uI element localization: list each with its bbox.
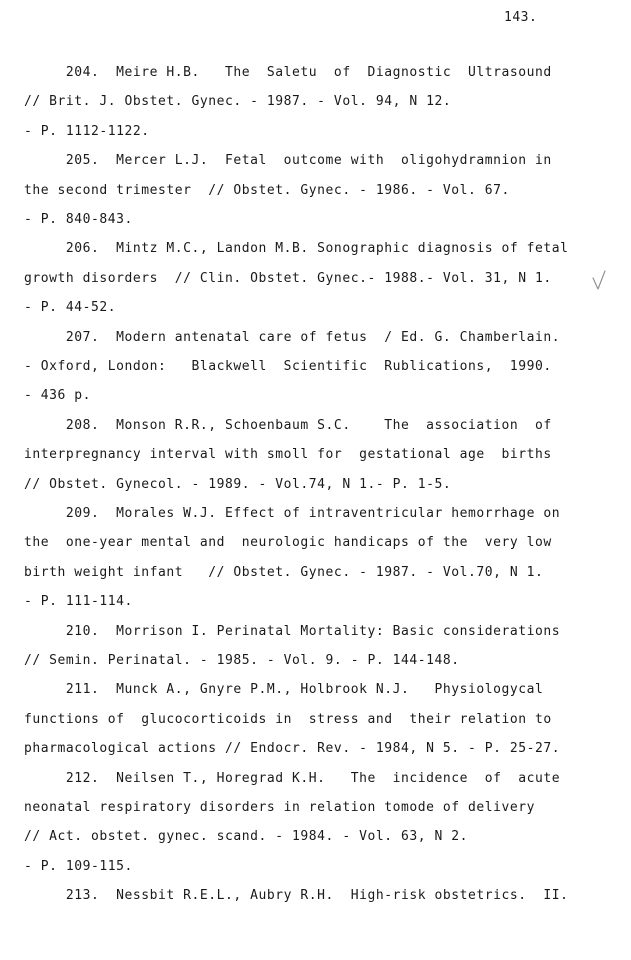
reference-line: neonatal respiratory disorders in relation tomode of delivery <box>24 800 535 815</box>
reference-line: pharmacological actions // Endocr. Rev. - 1984, N 5. - P. 25-27. <box>24 741 561 757</box>
reference-line: 210. Morrison I. Perinatal Mortality: Basic considerations <box>24 623 561 639</box>
reference-line: // Semin. Perinatal. - 1985. - Vol. 9. - P. 144-148. <box>24 653 460 668</box>
reference-line: // Brit. J. Obstet. Gynec. - 1987. - Vol. 94, N 12. <box>24 94 452 110</box>
reference-line: 211. Munck A., Gnyre P.M., Holbrook N.J. Physiologycal <box>24 682 544 698</box>
reference-line: 208. Monson R.R., Schoenbaum S.C. The association of <box>24 417 552 433</box>
handwritten-check-mark-icon <box>592 270 606 292</box>
reference-line: 209. Morales W.J. Effect of intraventricular hemorrhage on <box>24 506 561 521</box>
reference-line: interpregnancy interval with smoll for gestational age births <box>24 447 552 463</box>
reference-line: 206. Mintz M.C., Landon M.B. Sonographic diagnosis of fetal <box>24 241 569 257</box>
reference-line: // Act. obstet. gynec. scand. - 1984. - Vol. 63, N 2. <box>24 829 468 845</box>
reference-line: 207. Modern antenatal care of fetus / Ed. G. Chamberlain. <box>24 329 561 345</box>
reference-line: functions of glucocorticoids in stress and their relation to <box>24 711 552 727</box>
reference-line: - P. 44-52. <box>24 300 117 316</box>
reference-line: - P. 111-114. <box>24 594 133 610</box>
reference-line: - P. 109-115. <box>24 858 133 874</box>
reference-line: 213. Nessbit R.E.L., Aubry R.H. High-risk obstetrics. II. <box>24 888 569 904</box>
reference-line: the second trimester // Obstet. Gynec. - 1986. - Vol. 67. <box>24 182 510 198</box>
reference-line: growth disorders // Clin. Obstet. Gynec.- 1988.- Vol. 31, N 1. <box>24 270 552 286</box>
reference-line: - P. 1112-1122. <box>24 123 150 139</box>
page-number: 143. <box>504 10 538 25</box>
reference-line: birth weight infant // Obstet. Gynec. - 1987. - Vol.70, N 1. <box>24 564 544 580</box>
reference-line: // Obstet. Gynecol. - 1989. - Vol.74, N 1.- P. 1-5. <box>24 476 452 492</box>
reference-line: - 436 p. <box>24 388 92 404</box>
reference-line: - P. 840-843. <box>24 212 133 227</box>
reference-line: the one-year mental and neurologic handicaps of the very low <box>24 535 552 551</box>
reference-line: 205. Mercer L.J. Fetal outcome with oligohydramnion in <box>24 153 552 169</box>
reference-line: 204. Meire H.B. The Saletu of Diagnostic Ultrasound <box>24 65 552 80</box>
reference-line: - Oxford, London: Blackwell Scientific Rublications, 1990. <box>24 359 552 374</box>
reference-line: 212. Neilsen T., Horegrad K.H. The incidence of acute <box>24 770 561 786</box>
